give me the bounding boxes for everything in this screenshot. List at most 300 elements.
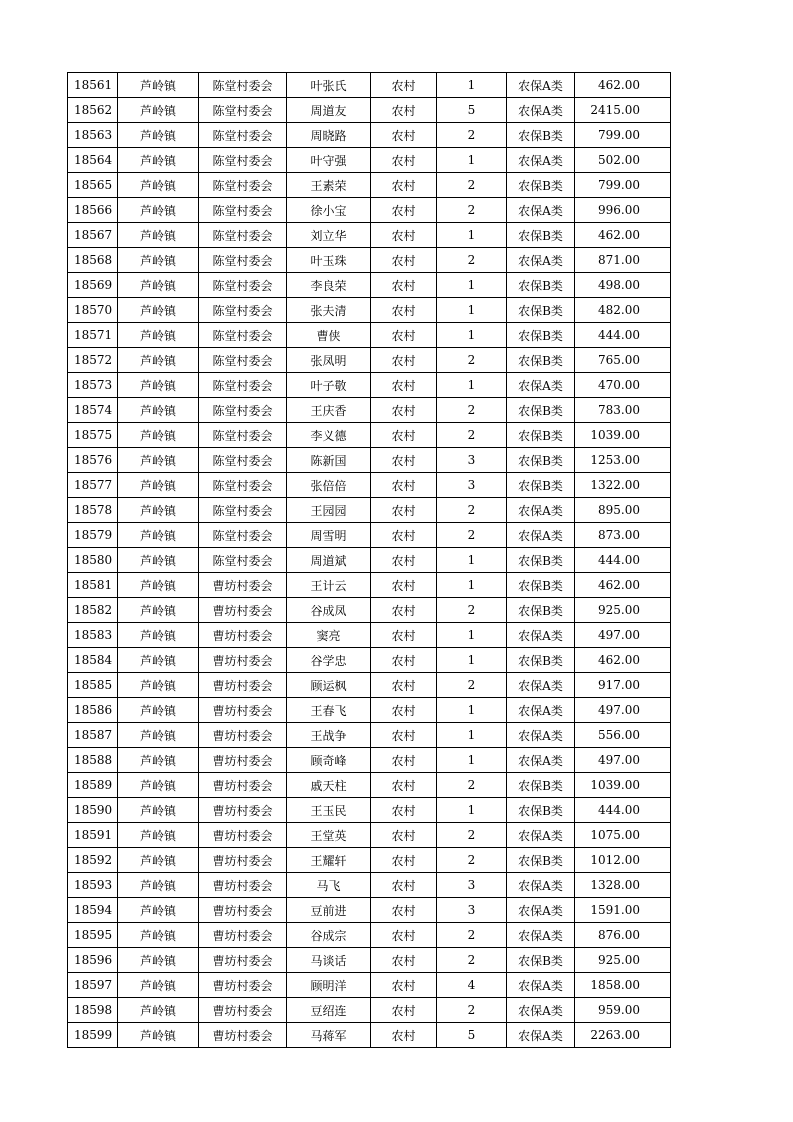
town-cell: 芦岭镇	[118, 148, 199, 173]
insurance-category-cell: 农保B类	[507, 298, 575, 323]
village-committee-cell: 陈堂村委会	[199, 198, 287, 223]
table-row	[68, 173, 671, 198]
record-id-cell: 18599	[68, 1023, 118, 1048]
name-cell: 王园园	[287, 498, 371, 523]
name-cell: 王春飞	[287, 698, 371, 723]
village-committee-cell: 曹坊村委会	[199, 798, 287, 823]
record-id-cell: 18579	[68, 523, 118, 548]
household-count-cell: 1	[437, 648, 507, 673]
household-count-cell: 2	[437, 673, 507, 698]
insurance-category-cell: 农保B类	[507, 948, 575, 973]
town-cell: 芦岭镇	[118, 573, 199, 598]
area-type-cell: 农村	[371, 898, 437, 923]
table-row	[68, 623, 671, 648]
town-cell: 芦岭镇	[118, 723, 199, 748]
village-committee-cell: 陈堂村委会	[199, 98, 287, 123]
village-committee-cell: 陈堂村委会	[199, 173, 287, 198]
table-row	[68, 823, 671, 848]
town-cell: 芦岭镇	[118, 898, 199, 923]
insurance-category-cell: 农保A类	[507, 523, 575, 548]
record-id-cell: 18562	[68, 98, 118, 123]
record-id-cell: 18598	[68, 998, 118, 1023]
record-id-cell: 18570	[68, 298, 118, 323]
amount-cell: 482.00	[575, 298, 671, 323]
area-type-cell: 农村	[371, 873, 437, 898]
insurance-category-cell: 农保A类	[507, 748, 575, 773]
insurance-category-cell: 农保B类	[507, 273, 575, 298]
household-count-cell: 1	[437, 223, 507, 248]
record-id-cell: 18585	[68, 673, 118, 698]
table-row	[68, 323, 671, 348]
amount-cell: 1328.00	[575, 873, 671, 898]
name-cell: 叶张氏	[287, 73, 371, 98]
village-committee-cell: 陈堂村委会	[199, 273, 287, 298]
record-id-cell: 18594	[68, 898, 118, 923]
amount-cell: 2263.00	[575, 1023, 671, 1048]
name-cell: 王耀轩	[287, 848, 371, 873]
town-cell: 芦岭镇	[118, 673, 199, 698]
area-type-cell: 农村	[371, 148, 437, 173]
record-id-cell: 18574	[68, 398, 118, 423]
household-count-cell: 1	[437, 548, 507, 573]
table-row	[68, 73, 671, 98]
insurance-category-cell: 农保A类	[507, 823, 575, 848]
name-cell: 窦亮	[287, 623, 371, 648]
village-committee-cell: 陈堂村委会	[199, 373, 287, 398]
record-id-cell: 18567	[68, 223, 118, 248]
village-committee-cell: 曹坊村委会	[199, 923, 287, 948]
record-id-cell: 18591	[68, 823, 118, 848]
household-count-cell: 1	[437, 148, 507, 173]
table-row	[68, 723, 671, 748]
area-type-cell: 农村	[371, 748, 437, 773]
village-committee-cell: 曹坊村委会	[199, 573, 287, 598]
table-row	[68, 648, 671, 673]
household-count-cell: 1	[437, 273, 507, 298]
table-row	[68, 598, 671, 623]
household-count-cell: 3	[437, 898, 507, 923]
table-row	[68, 98, 671, 123]
amount-cell: 1322.00	[575, 473, 671, 498]
town-cell: 芦岭镇	[118, 473, 199, 498]
household-count-cell: 2	[437, 773, 507, 798]
table-row	[68, 298, 671, 323]
area-type-cell: 农村	[371, 598, 437, 623]
amount-cell: 876.00	[575, 923, 671, 948]
area-type-cell: 农村	[371, 948, 437, 973]
area-type-cell: 农村	[371, 298, 437, 323]
record-id-cell: 18565	[68, 173, 118, 198]
record-id-cell: 18584	[68, 648, 118, 673]
record-id-cell: 18583	[68, 623, 118, 648]
household-count-cell: 1	[437, 323, 507, 348]
insurance-category-cell: 农保B类	[507, 348, 575, 373]
insurance-category-cell: 农保B类	[507, 323, 575, 348]
village-committee-cell: 曹坊村委会	[199, 823, 287, 848]
area-type-cell: 农村	[371, 623, 437, 648]
insurance-category-cell: 农保B类	[507, 548, 575, 573]
household-count-cell: 1	[437, 798, 507, 823]
village-committee-cell: 曹坊村委会	[199, 873, 287, 898]
town-cell: 芦岭镇	[118, 398, 199, 423]
amount-cell: 873.00	[575, 523, 671, 548]
record-id-cell: 18580	[68, 548, 118, 573]
area-type-cell: 农村	[371, 723, 437, 748]
town-cell: 芦岭镇	[118, 73, 199, 98]
area-type-cell: 农村	[371, 773, 437, 798]
area-type-cell: 农村	[371, 498, 437, 523]
record-id-cell: 18569	[68, 273, 118, 298]
name-cell: 谷学忠	[287, 648, 371, 673]
insurance-category-cell: 农保A类	[507, 998, 575, 1023]
village-committee-cell: 陈堂村委会	[199, 398, 287, 423]
household-count-cell: 2	[437, 598, 507, 623]
area-type-cell: 农村	[371, 198, 437, 223]
village-committee-cell: 陈堂村委会	[199, 348, 287, 373]
town-cell: 芦岭镇	[118, 598, 199, 623]
record-id-cell: 18578	[68, 498, 118, 523]
name-cell: 李义德	[287, 423, 371, 448]
table-row	[68, 273, 671, 298]
table-row	[68, 773, 671, 798]
record-id-cell: 18575	[68, 423, 118, 448]
amount-cell: 1858.00	[575, 973, 671, 998]
insurance-category-cell: 农保B类	[507, 798, 575, 823]
amount-cell: 444.00	[575, 323, 671, 348]
insurance-category-cell: 农保B类	[507, 173, 575, 198]
area-type-cell: 农村	[371, 373, 437, 398]
amount-cell: 1012.00	[575, 848, 671, 873]
name-cell: 曹侠	[287, 323, 371, 348]
area-type-cell: 农村	[371, 473, 437, 498]
name-cell: 叶守强	[287, 148, 371, 173]
area-type-cell: 农村	[371, 798, 437, 823]
name-cell: 王战争	[287, 723, 371, 748]
amount-cell: 497.00	[575, 748, 671, 773]
amount-cell: 556.00	[575, 723, 671, 748]
amount-cell: 497.00	[575, 623, 671, 648]
name-cell: 叶子敬	[287, 373, 371, 398]
amount-cell: 799.00	[575, 173, 671, 198]
table-row	[68, 573, 671, 598]
insurance-category-cell: 农保A类	[507, 98, 575, 123]
amount-cell: 765.00	[575, 348, 671, 373]
name-cell: 徐小宝	[287, 198, 371, 223]
record-id-cell: 18581	[68, 573, 118, 598]
record-id-cell: 18564	[68, 148, 118, 173]
area-type-cell: 农村	[371, 548, 437, 573]
town-cell: 芦岭镇	[118, 623, 199, 648]
area-type-cell: 农村	[371, 173, 437, 198]
town-cell: 芦岭镇	[118, 823, 199, 848]
household-count-cell: 5	[437, 1023, 507, 1048]
village-committee-cell: 曹坊村委会	[199, 948, 287, 973]
village-committee-cell: 陈堂村委会	[199, 523, 287, 548]
amount-cell: 462.00	[575, 573, 671, 598]
amount-cell: 1039.00	[575, 423, 671, 448]
record-id-cell: 18576	[68, 448, 118, 473]
table-row	[68, 473, 671, 498]
town-cell: 芦岭镇	[118, 223, 199, 248]
village-committee-cell: 曹坊村委会	[199, 673, 287, 698]
town-cell: 芦岭镇	[118, 548, 199, 573]
village-committee-cell: 曹坊村委会	[199, 848, 287, 873]
village-committee-cell: 陈堂村委会	[199, 148, 287, 173]
table-row	[68, 423, 671, 448]
amount-cell: 462.00	[575, 73, 671, 98]
household-count-cell: 2	[437, 998, 507, 1023]
amount-cell: 444.00	[575, 548, 671, 573]
household-count-cell: 2	[437, 398, 507, 423]
household-count-cell: 2	[437, 948, 507, 973]
insurance-category-cell: 农保A类	[507, 973, 575, 998]
insurance-category-cell: 农保A类	[507, 248, 575, 273]
record-id-cell: 18588	[68, 748, 118, 773]
town-cell: 芦岭镇	[118, 123, 199, 148]
insurance-category-cell: 农保A类	[507, 698, 575, 723]
record-id-cell: 18563	[68, 123, 118, 148]
household-count-cell: 2	[437, 423, 507, 448]
town-cell: 芦岭镇	[118, 948, 199, 973]
insurance-category-cell: 农保A类	[507, 198, 575, 223]
record-id-cell: 18595	[68, 923, 118, 948]
table-row	[68, 898, 671, 923]
town-cell: 芦岭镇	[118, 448, 199, 473]
household-count-cell: 2	[437, 173, 507, 198]
table-row	[68, 698, 671, 723]
household-count-cell: 2	[437, 823, 507, 848]
town-cell: 芦岭镇	[118, 173, 199, 198]
town-cell: 芦岭镇	[118, 848, 199, 873]
record-id-cell: 18592	[68, 848, 118, 873]
village-committee-cell: 陈堂村委会	[199, 73, 287, 98]
area-type-cell: 农村	[371, 823, 437, 848]
area-type-cell: 农村	[371, 223, 437, 248]
insurance-category-cell: 农保A类	[507, 148, 575, 173]
insurance-category-cell: 农保A类	[507, 923, 575, 948]
area-type-cell: 农村	[371, 648, 437, 673]
record-id-cell: 18577	[68, 473, 118, 498]
household-count-cell: 2	[437, 498, 507, 523]
amount-cell: 925.00	[575, 948, 671, 973]
name-cell: 顾运枫	[287, 673, 371, 698]
table-row	[68, 348, 671, 373]
table-row	[68, 148, 671, 173]
area-type-cell: 农村	[371, 398, 437, 423]
household-count-cell: 5	[437, 98, 507, 123]
name-cell: 王堂英	[287, 823, 371, 848]
area-type-cell: 农村	[371, 123, 437, 148]
town-cell: 芦岭镇	[118, 798, 199, 823]
town-cell: 芦岭镇	[118, 648, 199, 673]
name-cell: 豆前进	[287, 898, 371, 923]
town-cell: 芦岭镇	[118, 198, 199, 223]
record-id-cell: 18573	[68, 373, 118, 398]
record-id-cell: 18566	[68, 198, 118, 223]
insurance-category-cell: 农保A类	[507, 723, 575, 748]
amount-cell: 1253.00	[575, 448, 671, 473]
name-cell: 顾明洋	[287, 973, 371, 998]
area-type-cell: 农村	[371, 348, 437, 373]
village-committee-cell: 曹坊村委会	[199, 898, 287, 923]
area-type-cell: 农村	[371, 673, 437, 698]
name-cell: 周晓路	[287, 123, 371, 148]
town-cell: 芦岭镇	[118, 1023, 199, 1048]
insurance-category-cell: 农保A类	[507, 1023, 575, 1048]
record-id-cell: 18561	[68, 73, 118, 98]
household-count-cell: 1	[437, 748, 507, 773]
amount-cell: 996.00	[575, 198, 671, 223]
insurance-category-cell: 农保B类	[507, 648, 575, 673]
town-cell: 芦岭镇	[118, 873, 199, 898]
town-cell: 芦岭镇	[118, 323, 199, 348]
village-committee-cell: 曹坊村委会	[199, 598, 287, 623]
table-row	[68, 998, 671, 1023]
household-count-cell: 2	[437, 348, 507, 373]
village-committee-cell: 陈堂村委会	[199, 448, 287, 473]
name-cell: 张凤明	[287, 348, 371, 373]
town-cell: 芦岭镇	[118, 273, 199, 298]
amount-cell: 783.00	[575, 398, 671, 423]
amount-cell: 444.00	[575, 798, 671, 823]
name-cell: 王庆香	[287, 398, 371, 423]
table-row	[68, 673, 671, 698]
name-cell: 李良荣	[287, 273, 371, 298]
household-count-cell: 3	[437, 448, 507, 473]
amount-cell: 925.00	[575, 598, 671, 623]
household-count-cell: 3	[437, 473, 507, 498]
area-type-cell: 农村	[371, 73, 437, 98]
name-cell: 马蒋军	[287, 1023, 371, 1048]
village-committee-cell: 曹坊村委会	[199, 1023, 287, 1048]
table-body	[68, 73, 671, 1048]
insurance-category-cell: 农保B类	[507, 598, 575, 623]
town-cell: 芦岭镇	[118, 373, 199, 398]
village-committee-cell: 曹坊村委会	[199, 998, 287, 1023]
household-count-cell: 2	[437, 923, 507, 948]
table-row	[68, 523, 671, 548]
record-id-cell: 18593	[68, 873, 118, 898]
village-committee-cell: 陈堂村委会	[199, 123, 287, 148]
village-committee-cell: 曹坊村委会	[199, 748, 287, 773]
insurance-category-cell: 农保B类	[507, 448, 575, 473]
name-cell: 叶玉珠	[287, 248, 371, 273]
name-cell: 王计云	[287, 573, 371, 598]
insurance-category-cell: 农保B类	[507, 773, 575, 798]
table-row	[68, 973, 671, 998]
table-row	[68, 548, 671, 573]
name-cell: 戚天柱	[287, 773, 371, 798]
household-count-cell: 2	[437, 523, 507, 548]
insurance-category-cell: 农保B类	[507, 848, 575, 873]
village-committee-cell: 陈堂村委会	[199, 223, 287, 248]
amount-cell: 497.00	[575, 698, 671, 723]
town-cell: 芦岭镇	[118, 698, 199, 723]
area-type-cell: 农村	[371, 998, 437, 1023]
village-committee-cell: 曹坊村委会	[199, 723, 287, 748]
household-count-cell: 2	[437, 248, 507, 273]
area-type-cell: 农村	[371, 848, 437, 873]
name-cell: 谷成宗	[287, 923, 371, 948]
area-type-cell: 农村	[371, 98, 437, 123]
table-row	[68, 498, 671, 523]
village-committee-cell: 陈堂村委会	[199, 323, 287, 348]
area-type-cell: 农村	[371, 448, 437, 473]
name-cell: 顾奇峰	[287, 748, 371, 773]
town-cell: 芦岭镇	[118, 423, 199, 448]
table-row	[68, 1023, 671, 1048]
household-count-cell: 1	[437, 723, 507, 748]
household-count-cell: 2	[437, 123, 507, 148]
amount-cell: 502.00	[575, 148, 671, 173]
area-type-cell: 农村	[371, 423, 437, 448]
amount-cell: 462.00	[575, 223, 671, 248]
table-row	[68, 848, 671, 873]
insurance-category-cell: 农保A类	[507, 498, 575, 523]
village-committee-cell: 曹坊村委会	[199, 698, 287, 723]
household-count-cell: 1	[437, 73, 507, 98]
records-table	[67, 72, 671, 1048]
insurance-category-cell: 农保B类	[507, 223, 575, 248]
village-committee-cell: 陈堂村委会	[199, 248, 287, 273]
table-row	[68, 798, 671, 823]
insurance-category-cell: 农保A类	[507, 373, 575, 398]
household-count-cell: 1	[437, 698, 507, 723]
insurance-category-cell: 农保A类	[507, 623, 575, 648]
record-id-cell: 18590	[68, 798, 118, 823]
amount-cell: 1591.00	[575, 898, 671, 923]
town-cell: 芦岭镇	[118, 923, 199, 948]
name-cell: 谷成凤	[287, 598, 371, 623]
amount-cell: 2415.00	[575, 98, 671, 123]
record-id-cell: 18589	[68, 773, 118, 798]
town-cell: 芦岭镇	[118, 748, 199, 773]
record-id-cell: 18572	[68, 348, 118, 373]
amount-cell: 1039.00	[575, 773, 671, 798]
table-row	[68, 948, 671, 973]
name-cell: 周道斌	[287, 548, 371, 573]
household-count-cell: 1	[437, 623, 507, 648]
table-row	[68, 748, 671, 773]
village-committee-cell: 陈堂村委会	[199, 298, 287, 323]
household-count-cell: 1	[437, 298, 507, 323]
record-id-cell: 18582	[68, 598, 118, 623]
area-type-cell: 农村	[371, 573, 437, 598]
town-cell: 芦岭镇	[118, 773, 199, 798]
amount-cell: 871.00	[575, 248, 671, 273]
village-committee-cell: 曹坊村委会	[199, 623, 287, 648]
town-cell: 芦岭镇	[118, 248, 199, 273]
name-cell: 张倍倍	[287, 473, 371, 498]
insurance-category-cell: 农保B类	[507, 473, 575, 498]
insurance-category-cell: 农保A类	[507, 73, 575, 98]
record-id-cell: 18568	[68, 248, 118, 273]
table-row	[68, 123, 671, 148]
table-row	[68, 223, 671, 248]
table-row	[68, 398, 671, 423]
table-row	[68, 248, 671, 273]
record-id-cell: 18597	[68, 973, 118, 998]
town-cell: 芦岭镇	[118, 98, 199, 123]
name-cell: 豆绍连	[287, 998, 371, 1023]
amount-cell: 959.00	[575, 998, 671, 1023]
amount-cell: 895.00	[575, 498, 671, 523]
amount-cell: 917.00	[575, 673, 671, 698]
village-committee-cell: 陈堂村委会	[199, 498, 287, 523]
amount-cell: 799.00	[575, 123, 671, 148]
insurance-category-cell: 农保B类	[507, 573, 575, 598]
name-cell: 王玉民	[287, 798, 371, 823]
